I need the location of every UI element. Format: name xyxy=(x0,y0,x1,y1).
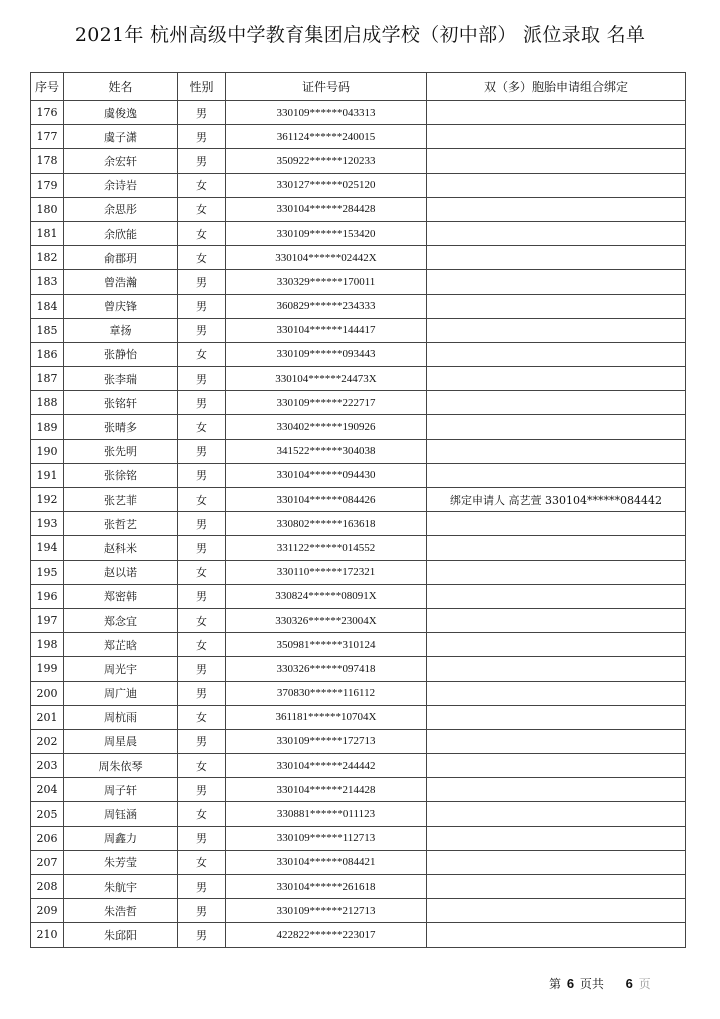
header-name: 姓名 xyxy=(64,73,178,101)
cell-gender: 女 xyxy=(178,246,226,270)
cell-name: 朱航宇 xyxy=(64,875,178,899)
cell-gender: 女 xyxy=(178,342,226,366)
cell-number: 200 xyxy=(31,681,64,705)
cell-gender: 男 xyxy=(178,367,226,391)
page-suffix: 页 xyxy=(638,977,651,991)
cell-twin-binding xyxy=(427,391,686,415)
cell-gender: 女 xyxy=(178,754,226,778)
cell-number: 184 xyxy=(31,294,64,318)
table-row xyxy=(31,197,686,221)
cell-gender: 男 xyxy=(178,778,226,802)
total-page-number: 6 xyxy=(625,976,633,991)
cell-name: 张先明 xyxy=(64,439,178,463)
cell-id-number: 330104******244442 xyxy=(226,754,427,778)
cell-number: 189 xyxy=(31,415,64,439)
page-mid-text: 页共 xyxy=(579,977,604,991)
cell-gender: 男 xyxy=(178,923,226,947)
cell-gender: 女 xyxy=(178,488,226,512)
cell-twin-binding xyxy=(427,221,686,245)
cell-gender: 男 xyxy=(178,463,226,487)
cell-id-number: 331122******014552 xyxy=(226,536,427,560)
cell-name: 郑密韩 xyxy=(64,584,178,608)
table-row xyxy=(31,608,686,632)
cell-id-number: 330326******097418 xyxy=(226,657,427,681)
cell-gender: 男 xyxy=(178,875,226,899)
cell-number: 208 xyxy=(31,875,64,899)
cell-number: 177 xyxy=(31,125,64,149)
table-row xyxy=(31,512,686,536)
cell-number: 205 xyxy=(31,802,64,826)
cell-id-number: 330824******08091X xyxy=(226,584,427,608)
table-row xyxy=(31,439,686,463)
admission-table xyxy=(30,72,686,948)
cell-twin-binding xyxy=(427,415,686,439)
table-row xyxy=(31,681,686,705)
cell-gender: 女 xyxy=(178,608,226,632)
table-row xyxy=(31,246,686,270)
cell-twin-binding xyxy=(427,850,686,874)
table-row xyxy=(31,463,686,487)
cell-number: 180 xyxy=(31,197,64,221)
cell-twin-binding xyxy=(427,705,686,729)
cell-number: 185 xyxy=(31,318,64,342)
cell-name: 虞子潇 xyxy=(64,125,178,149)
cell-gender: 男 xyxy=(178,149,226,173)
table-row xyxy=(31,899,686,923)
cell-name: 章扬 xyxy=(64,318,178,342)
cell-gender: 女 xyxy=(178,197,226,221)
cell-number: 187 xyxy=(31,367,64,391)
cell-id-number: 330109******093443 xyxy=(226,342,427,366)
table-row xyxy=(31,657,686,681)
cell-gender: 男 xyxy=(178,729,226,753)
cell-twin-binding xyxy=(427,657,686,681)
cell-name: 虞俊逸 xyxy=(64,101,178,125)
header-twin-binding: 双（多）胞胎申请组合绑定 xyxy=(427,73,686,101)
cell-twin-binding xyxy=(427,367,686,391)
cell-twin-binding xyxy=(427,608,686,632)
cell-id-number: 330110******172321 xyxy=(226,560,427,584)
table-row xyxy=(31,923,686,947)
cell-name: 朱浩哲 xyxy=(64,899,178,923)
cell-id-number: 341522******304038 xyxy=(226,439,427,463)
cell-twin-binding xyxy=(427,270,686,294)
cell-gender: 男 xyxy=(178,439,226,463)
cell-gender: 男 xyxy=(178,657,226,681)
cell-number: 198 xyxy=(31,633,64,657)
cell-gender: 女 xyxy=(178,415,226,439)
cell-name: 张哲艺 xyxy=(64,512,178,536)
cell-twin-binding xyxy=(427,923,686,947)
cell-id-number: 330329******170011 xyxy=(226,270,427,294)
table-row xyxy=(31,850,686,874)
table-row xyxy=(31,778,686,802)
table-row xyxy=(31,826,686,850)
cell-twin-binding xyxy=(427,802,686,826)
cell-name: 赵以诺 xyxy=(64,560,178,584)
cell-name: 周钰涵 xyxy=(64,802,178,826)
cell-name: 张徐铭 xyxy=(64,463,178,487)
cell-name: 曾庆锋 xyxy=(64,294,178,318)
cell-name: 赵科米 xyxy=(64,536,178,560)
cell-number: 176 xyxy=(31,101,64,125)
cell-number: 207 xyxy=(31,850,64,874)
table-row xyxy=(31,101,686,125)
cell-number: 197 xyxy=(31,608,64,632)
cell-twin-binding xyxy=(427,342,686,366)
cell-name: 周朱依琴 xyxy=(64,754,178,778)
cell-name: 张静怡 xyxy=(64,342,178,366)
cell-id-number: 370830******116112 xyxy=(226,681,427,705)
cell-id-number: 350922******120233 xyxy=(226,149,427,173)
table-row xyxy=(31,125,686,149)
cell-name: 余欣能 xyxy=(64,221,178,245)
cell-number: 206 xyxy=(31,826,64,850)
cell-number: 191 xyxy=(31,463,64,487)
cell-number: 196 xyxy=(31,584,64,608)
cell-twin-binding xyxy=(427,101,686,125)
cell-gender: 女 xyxy=(178,173,226,197)
cell-name: 张铭轩 xyxy=(64,391,178,415)
page-footer xyxy=(549,975,651,992)
cell-name: 张艺菲 xyxy=(64,488,178,512)
cell-number: 181 xyxy=(31,221,64,245)
header-id-number: 证件号码 xyxy=(226,73,427,101)
cell-gender: 男 xyxy=(178,270,226,294)
table-row xyxy=(31,318,686,342)
cell-id-number: 330109******112713 xyxy=(226,826,427,850)
cell-id-number: 360829******234333 xyxy=(226,294,427,318)
cell-id-number: 330104******284428 xyxy=(226,197,427,221)
cell-gender: 男 xyxy=(178,294,226,318)
cell-gender: 男 xyxy=(178,826,226,850)
cell-gender: 男 xyxy=(178,681,226,705)
cell-twin-binding xyxy=(427,294,686,318)
cell-twin-binding xyxy=(427,875,686,899)
cell-twin-binding xyxy=(427,512,686,536)
table-row xyxy=(31,149,686,173)
cell-id-number: 330109******212713 xyxy=(226,899,427,923)
cell-gender: 男 xyxy=(178,536,226,560)
cell-name: 朱芳莹 xyxy=(64,850,178,874)
cell-id-number: 330402******190926 xyxy=(226,415,427,439)
cell-name: 曾浩瀚 xyxy=(64,270,178,294)
table-row xyxy=(31,173,686,197)
cell-gender: 女 xyxy=(178,633,226,657)
table-row xyxy=(31,488,686,512)
cell-name: 俞郡玥 xyxy=(64,246,178,270)
cell-twin-binding xyxy=(427,173,686,197)
cell-twin-binding xyxy=(427,318,686,342)
cell-gender: 女 xyxy=(178,221,226,245)
table-row xyxy=(31,536,686,560)
table-row xyxy=(31,754,686,778)
cell-gender: 男 xyxy=(178,125,226,149)
cell-id-number: 330104******144417 xyxy=(226,318,427,342)
cell-number: 192 xyxy=(31,488,64,512)
table-row xyxy=(31,342,686,366)
cell-name: 周杭雨 xyxy=(64,705,178,729)
table-row xyxy=(31,560,686,584)
cell-name: 郑芷晗 xyxy=(64,633,178,657)
cell-number: 190 xyxy=(31,439,64,463)
cell-id-number: 330802******163618 xyxy=(226,512,427,536)
cell-gender: 女 xyxy=(178,560,226,584)
cell-name: 周鑫力 xyxy=(64,826,178,850)
cell-id-number: 330326******23004X xyxy=(226,608,427,632)
cell-name: 朱邱阳 xyxy=(64,923,178,947)
cell-twin-binding xyxy=(427,463,686,487)
cell-gender: 男 xyxy=(178,584,226,608)
cell-id-number: 330104******261618 xyxy=(226,875,427,899)
cell-twin-binding xyxy=(427,149,686,173)
cell-name: 张李瑞 xyxy=(64,367,178,391)
cell-number: 183 xyxy=(31,270,64,294)
cell-number: 204 xyxy=(31,778,64,802)
table-row xyxy=(31,875,686,899)
cell-name: 周光宇 xyxy=(64,657,178,681)
cell-gender: 男 xyxy=(178,391,226,415)
cell-number: 209 xyxy=(31,899,64,923)
cell-name: 周广迪 xyxy=(64,681,178,705)
cell-id-number: 330104******084421 xyxy=(226,850,427,874)
table-body xyxy=(31,101,686,948)
cell-name: 周子轩 xyxy=(64,778,178,802)
header-gender: 性别 xyxy=(178,73,226,101)
cell-id-number: 330104******02442X xyxy=(226,246,427,270)
cell-twin-binding xyxy=(427,125,686,149)
cell-number: 195 xyxy=(31,560,64,584)
current-page-number: 6 xyxy=(566,976,575,991)
cell-twin-binding xyxy=(427,197,686,221)
cell-name: 周星晨 xyxy=(64,729,178,753)
cell-number: 188 xyxy=(31,391,64,415)
cell-gender: 男 xyxy=(178,899,226,923)
cell-id-number: 422822******223017 xyxy=(226,923,427,947)
cell-number: 178 xyxy=(31,149,64,173)
table-row xyxy=(31,633,686,657)
cell-number: 194 xyxy=(31,536,64,560)
cell-twin-binding: 绑定申请人 高艺萱 330104******084442 xyxy=(427,488,686,512)
cell-number: 193 xyxy=(31,512,64,536)
cell-id-number: 330104******214428 xyxy=(226,778,427,802)
cell-name: 郑念宜 xyxy=(64,608,178,632)
cell-number: 210 xyxy=(31,923,64,947)
cell-number: 186 xyxy=(31,342,64,366)
cell-gender: 男 xyxy=(178,101,226,125)
cell-gender: 男 xyxy=(178,512,226,536)
table-row xyxy=(31,705,686,729)
table-header-row xyxy=(31,73,686,101)
cell-id-number: 350981******310124 xyxy=(226,633,427,657)
cell-gender: 女 xyxy=(178,802,226,826)
cell-twin-binding xyxy=(427,633,686,657)
cell-twin-binding xyxy=(427,681,686,705)
table-row xyxy=(31,367,686,391)
cell-name: 张晴多 xyxy=(64,415,178,439)
table-row xyxy=(31,729,686,753)
cell-gender: 女 xyxy=(178,850,226,874)
cell-number: 202 xyxy=(31,729,64,753)
cell-id-number: 330109******222717 xyxy=(226,391,427,415)
table-row xyxy=(31,221,686,245)
cell-id-number: 330109******172713 xyxy=(226,729,427,753)
cell-name: 余宏轩 xyxy=(64,149,178,173)
cell-id-number: 361124******240015 xyxy=(226,125,427,149)
cell-twin-binding xyxy=(427,826,686,850)
cell-gender: 女 xyxy=(178,705,226,729)
table-row xyxy=(31,802,686,826)
table-row xyxy=(31,270,686,294)
cell-twin-binding xyxy=(427,560,686,584)
cell-id-number: 330109******153420 xyxy=(226,221,427,245)
cell-gender: 男 xyxy=(178,318,226,342)
cell-id-number: 330127******025120 xyxy=(226,173,427,197)
table-row xyxy=(31,584,686,608)
cell-twin-binding xyxy=(427,439,686,463)
cell-twin-binding xyxy=(427,754,686,778)
cell-twin-binding xyxy=(427,729,686,753)
cell-name: 余诗岩 xyxy=(64,173,178,197)
cell-name: 余思彤 xyxy=(64,197,178,221)
cell-twin-binding xyxy=(427,899,686,923)
page-title: 2021年 杭州高级中学教育集团启成学校（初中部） 派位录取 名单 xyxy=(74,24,646,46)
cell-id-number: 330881******011123 xyxy=(226,802,427,826)
cell-twin-binding xyxy=(427,536,686,560)
cell-twin-binding xyxy=(427,246,686,270)
table-row xyxy=(31,415,686,439)
table-row xyxy=(31,294,686,318)
cell-number: 179 xyxy=(31,173,64,197)
cell-twin-binding xyxy=(427,778,686,802)
cell-number: 199 xyxy=(31,657,64,681)
cell-id-number: 330104******084426 xyxy=(226,488,427,512)
header-number: 序号 xyxy=(31,73,64,101)
cell-twin-binding xyxy=(427,584,686,608)
cell-number: 182 xyxy=(31,246,64,270)
page-prefix: 第 xyxy=(549,977,562,991)
cell-id-number: 361181******10704X xyxy=(226,705,427,729)
cell-id-number: 330104******24473X xyxy=(226,367,427,391)
cell-number: 203 xyxy=(31,754,64,778)
cell-number: 201 xyxy=(31,705,64,729)
table-row xyxy=(31,391,686,415)
cell-id-number: 330109******043313 xyxy=(226,101,427,125)
cell-id-number: 330104******094430 xyxy=(226,463,427,487)
